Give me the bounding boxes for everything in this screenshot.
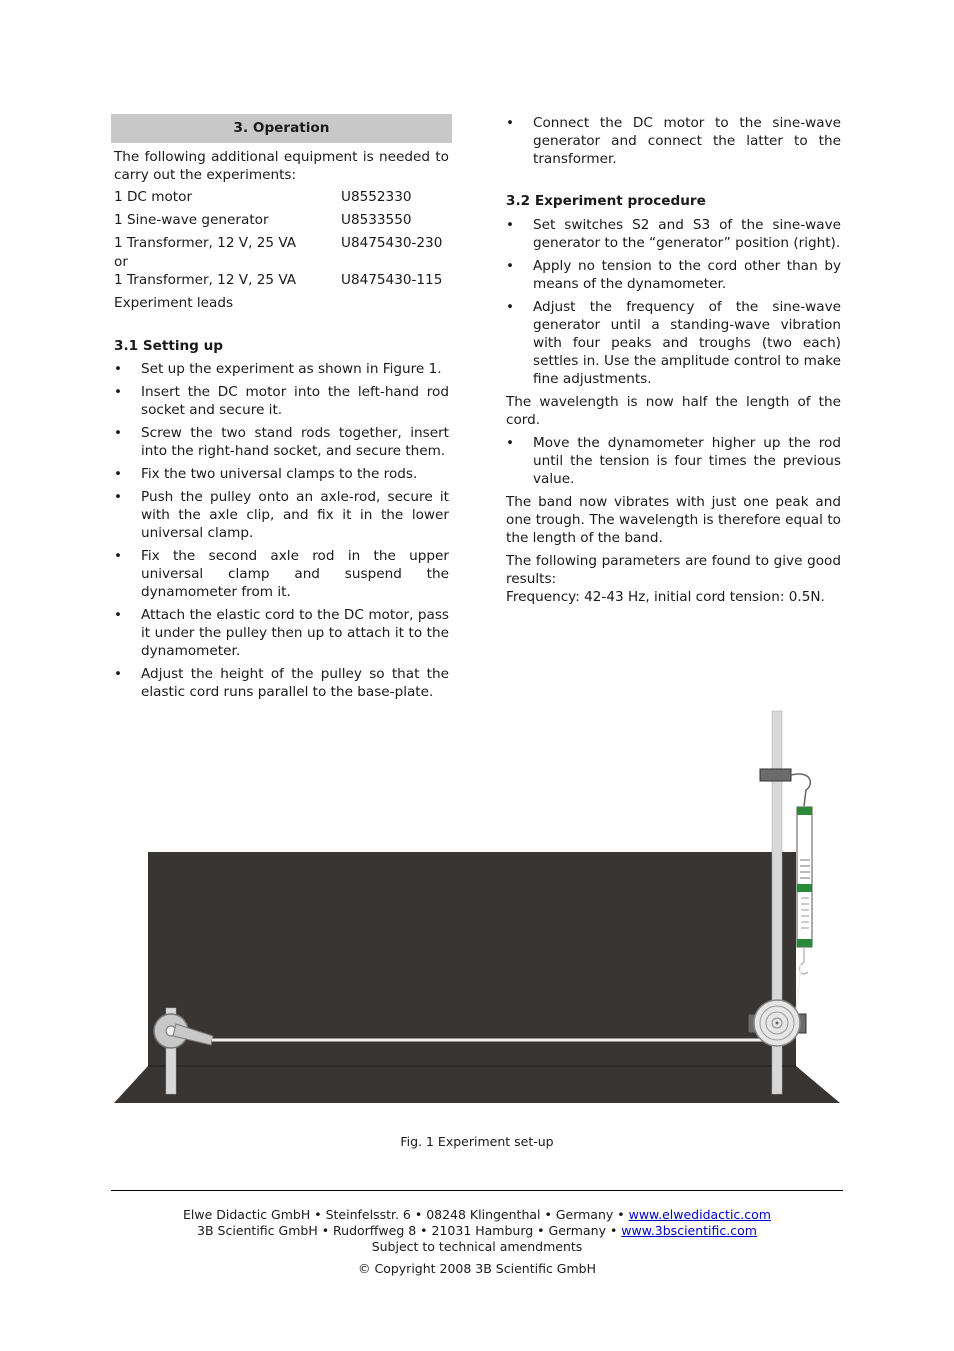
footer-line-3: Subject to technical amendments [371,1239,583,1254]
dynamometer [797,807,812,947]
pulley [754,1000,800,1046]
backdrop [148,852,796,1067]
list-item: • Adjust the frequency of the sine-wave generator until a standing-wave vibration with four peaks and troughs (two each) settles in. Use the amplitude control to make fine adjustments. [506,299,841,387]
footer-line-1 [0,1207,954,1223]
procedure-heading: 3.2 Experiment procedure [506,193,706,209]
equipment-item: or [114,254,128,270]
list-item: • Move the dynamometer higher up the rod until the tension is four times the previous value. [506,435,841,487]
equipment-item: Experiment leads [114,295,234,311]
equipment-item: 1 Sine-wave generator [114,212,269,228]
copyright: © Copyright 2008 3B Scientific GmbH [358,1261,596,1276]
equipment-code: U8475430-230 [341,235,443,251]
band-text: The band now vibrates with just one peak and one trough. The wavelength is therefore equal to the length of the band. [506,494,841,546]
footer-address-2: 3B Scientific GmbH • Rudorffweg 8 • 21031 Hamburg • Germany • [197,1223,622,1238]
setup-heading: 3.1 Setting up [114,338,224,354]
list-item: • Insert the DC motor into the left-hand rod socket and secure it. [114,384,449,418]
base-plate [114,1066,840,1103]
list-item: • Adjust the height of the pulley so that the elastic cord runs parallel to the base-plate. [114,666,449,700]
equipment-code: U8475430-115 [341,272,443,288]
footer-line-2 [0,1223,954,1239]
list-item: • Set switches S2 and S3 of the sine-wave generator to the “generator” position (right). [506,217,841,251]
equipment-code: U8533550 [341,212,412,228]
intro-text: The following additional equipment is needed to carry out the experiments: [114,149,449,183]
wavelength-text: The wavelength is now half the length of the cord. [506,394,841,428]
list-item: • Screw the two stand rods together, insert into the right-hand socket, and secure them. [114,425,449,459]
section-title: 3. Operation [111,114,452,143]
list-item: • Attach the elastic cord to the DC motor, pass it under the pulley then up to attach it to the dynamometer. [114,607,449,659]
upper-clamp [760,769,791,781]
params-values: Frequency: 42-43 Hz, initial cord tension: 0.5N. [506,589,825,605]
elwedidactic-link[interactable]: www.elwedidactic.com [628,1207,771,1222]
list-item: • Set up the experiment as shown in Figure 1. [114,361,442,377]
footer-divider [111,1190,843,1191]
equipment-item: 1 DC motor [114,189,193,205]
equipment-item: 1 Transformer, 12 V, 25 VA [114,272,297,288]
equipment-code: U8552330 [341,189,412,205]
list-item: • Fix the second axle rod in the upper universal clamp and suspend the dynamometer from it. [114,548,449,600]
params-text: The following parameters are found to give good results: [506,553,841,587]
3bscientific-link[interactable]: www.3bscientific.com [621,1223,757,1238]
list-item: • Push the pulley onto an axle-rod, secure it with the axle clip, and fix it in the lower universal clamp. [114,489,449,541]
equipment-item: 1 Transformer, 12 V, 25 VA [114,235,297,251]
list-item: • Connect the DC motor to the sine-wave generator and connect the latter to the transformer. [506,115,841,167]
list-item: • Apply no tension to the cord other than by means of the dynamometer. [506,258,841,292]
footer-address-1: Elwe Didactic GmbH • Steinfelsstr. 6 • 08248 Klingenthal • Germany • [183,1207,629,1222]
figure-caption: Fig. 1 Experiment set-up [400,1134,554,1149]
list-item: • Fix the two universal clamps to the rods. [114,466,418,482]
